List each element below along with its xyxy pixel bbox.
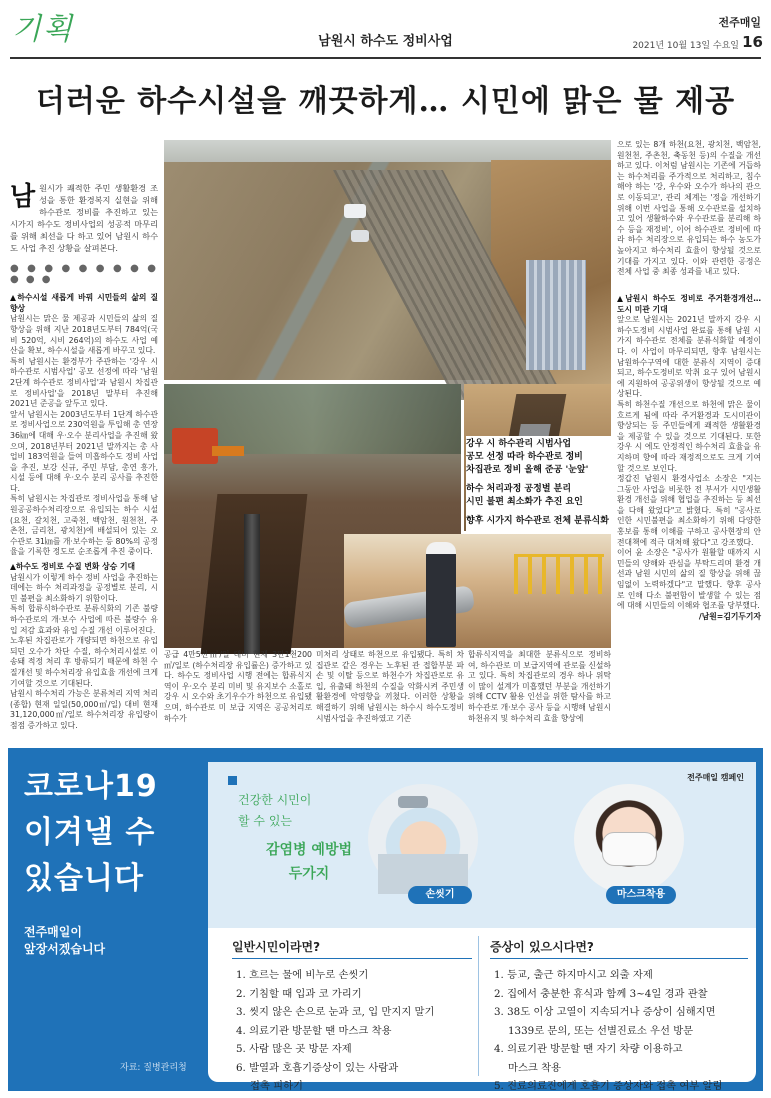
article-column-5-top: 으로 있는 8개 하천(요천, 광치천, 백암천, 원천천, 주촌천, 축동천 등)의 수질을 개선하고 있다. 이처럼 남원시는 기존에 거듭하는 하수처리를 주가적으로 처리하고, 침수해야 하는 '강, 우수와 오수가 하나의 관으로 이동되고', 관리 체계는 '정을 개선하기 위해 이번 사업을 통해 오수관로를 설치하고 있어 생활하수와 우수관로를 분리해 하수 등을 재정비', 이어 하수관로 정비에 따라 하수 처리장으로 유입되는 하수 농도가 높아지고 하수처리 효율이 향상될 것으로 기대를 가지고 있다. 이와 관련한 공정은 전체 사업 중 최종 성과를 내고 있다. <box>617 140 761 277</box>
article-column-5: ▲남원시 하수도 정비로 주거환경개선… 도시 미관 기대 앞으로 남원시는 2021년 말까지 강우 시 하수도정비 시범사업 완료를 통해 남원 시가지 하수관로 전체를 분류식화할 예정이다. 이 사업이 마무리되면, 향후 남원시는 남원하수구역에 대한 분류식 지역이 증대되고, 하수도정비로 악취 요구 있어 남원시에 지원하여 공공위생이 향상될 것으로 예상된다. 특히 하천수질 개선으로 하천에 맑은 물이 흐르게 됨에 따라 주거환경과 도시미관이 향상되는 등 주민들에게 쾌적한 생활환경을 제공할 수 있을 것으로 기대된다. 또한 강우 시 에도 안정적인 하수처리 효율을 유지하며 향에 따라 재정적으로도 크게 기여할 것으로 보인다. 정갑진 남원시 환경사업소 소장은 "지는 그동안 사업을 비롯한 전 부서가 시민생활환경 개선을 위해 협업을 추진하는 등 최선을 다해 왔었다"고 밝혔다. 특히 "공사로 인한 시민불편을 최소화하기 위해 다양한 홍보를 통해 이해를 구하고 공사현장의 안전대책에 적극 대처해 왔다"고 강조했다. 이어 윤 소장은 "공사가 원활할 때까지 시민들의 양해와 관심을 부탁드리며 환경 개선과 남원 시민의 삶의 질 향상을 위해 끊임없이 노력하겠다"고 말했다. 향후 공사로 인해 다소 불편함이 발생할 수 있는 점에 대해 시민들의 이해와 협조를 당부했다. /남원=김기두기자 <box>617 294 761 621</box>
list-item: 5. 사람 많은 곳 방문 자제 <box>236 1043 352 1055</box>
campaign-label: 전주매일 캠페인 <box>687 773 744 782</box>
list-item: 1. 등교, 출근 하지마시고 외출 자제 <box>494 969 653 981</box>
construction-site-photo <box>164 140 611 380</box>
tagline: 할 수 있는 <box>238 814 292 828</box>
list-item: 3. 38도 이상 고열이 지속되거나 증상이 심해지면 <box>494 1006 716 1018</box>
ad-source: 자료: 질병관리청 <box>120 1063 187 1073</box>
heading-rule <box>490 958 748 959</box>
photo-caption: 강우 시 하수관리 시범사업 공모 선정 따라 하수관로 정비 차집관로 정비 올해 준공 '눈앞' 하수 처리과정 공정별 분리 시민 불편 최소화가 추진 요인 향후 시가지 하수관로 전체 분류식화 <box>466 436 611 536</box>
symptomatic-list <box>494 966 752 1096</box>
divider-dots: ● ● ● ● ● ● ● ● ● ● ● ● <box>10 263 158 285</box>
list-item: 2. 집에서 충분한 휴식과 함께 3~4일 경과 관찰 <box>494 987 708 1000</box>
ad-illustration-area <box>208 762 756 928</box>
list-item: 접촉 피하기 <box>250 1080 304 1092</box>
ad-title: 코로나19 이겨낼 수 있습니다 <box>24 769 158 896</box>
list-item: 4. 의료기관 방문할 땐 자기 차량 이용하고 <box>494 1043 683 1055</box>
hand-washing-image <box>368 784 478 894</box>
list-item: 4. 의료기관 방문할 땐 마스크 착용 <box>236 1024 392 1037</box>
mask-wearing-label: 마스크착용 <box>606 886 676 904</box>
dropcap: 남 <box>10 182 36 212</box>
list-item: 1339로 문의, 또는 선별진료소 우선 방문 <box>508 1024 694 1037</box>
ad-subtitle: 전주매일이 앞장서겠습니다 <box>24 925 106 956</box>
article-column-3: 미처리 상태로 하천으로 유입됐다. 특히 차집관로 같은 경우는 노후된 관 접합부분 파손 및 이탈 등으로 하천수가 차집관로로 유입, 유출돼 하천의 수질을 악화시켜 주민생활환경에 악영향을 끼쳤다. 이러한 상황을 해결하기 위해 남원시는 하수시 하수도정비 시범사업을 추진하였고 기존 <box>316 650 464 723</box>
newspaper-name: 전주매일 <box>718 16 761 29</box>
subheading: ▲하수시설 새롭게 바꿔 시민들의 삶의 질 향상 <box>10 293 158 313</box>
heading-rule <box>232 958 472 959</box>
section-label: 기획 <box>12 12 74 47</box>
hand-washing-label: 손씻기 <box>408 886 472 904</box>
subheading: ▲하수도 정비로 수질 변화 상승 기대 <box>10 562 136 572</box>
symptomatic-heading: 증상이 있으시다면? <box>490 940 594 954</box>
list-item: 3. 씻지 않은 손으로 눈과 코, 입 만지지 말기 <box>236 1006 435 1018</box>
article-column-1: 남원시가 쾌적한 주민 생활환경 조성을 통한 환경복지 실현을 위해 하수관로 정비를 추진하고 있는 시가지 하수도 정비사업의 성공적 마무리를 위해 최선을 다 하고 있어 남원시 하수도 사업 추진 상황을 살펴본다. ● ● ● ● ● ● ● ● ● ● ● ● ▲하수시설 새롭게 바꿔 시민들의 삶의 질 향상 남원시는 맑은 물 제공과 시민들의 삶의 질 향상을 위해 지난 2018년도부터 784억(국비 520억, 시비 264억)의 하수도 사업 예산을 확보, 하수시설을 새롭게 바꾸고 있다. 특히 남원시는 환경부가 주관하는 '강우 시 하수관로 시범사업' 공모 선정에 따라 '남원2단계 하수관로 정비사업'과 남원시 차집관로 정비사업'을 2018년 말부터 추진해 2021년 준공을 앞두고 있다. 앞서 남원시는 2003년도부터 1단계 하수관로 정비사업으로 230억원을 투입해 총 연장 36㎞에 대해 우·오수 분리사업을 추진해 왔으며, 2018년부터 2021년 말까지는 총 사업비 183억원을 들여 미흡하수도 정비 사업을 추진, 보강 신규, 주민 부담, 총연 흥가, 시설 등에 대해 우·오수 분리 공사를 추진한다. 특히 남원시는 차집관로 정비사업을 통해 남원공공하수처리장으로 유입되는 하수 시설(요천, 갈치천, 고죽천, 백암천, 원천천, 주촌천, 금리천, 광치천)에 배설되어 있는 오수관로 31㎞를 개·보수하는 등 80%의 공정율을 기록한 정도로 순조롭게 추진 중이다. ▲하수도 정비로 수질 변화 상승 기대 남원시가 이렇게 하수 정비 사업을 추진하는 데에는 하수 처리과정을 공정별로 분리, 시민 불편을 최소화하기 위함이다. 특히 합류식하수관로 분류식화의 기존 불량하수관로의 개·보수 사업에 따른 불량수 유입 저감 효과와 유입 수질 개선 이루어진다. 노후된 차집관로가 개량되면 하천으로 유입되던 오수가 차단 수질, 하수처리시설로 이송돼 적정 처리 후 방류되기 때문에 하천 수질개선 및 하수처리장 유입효율 개선에 크게 기여할 것으로 기대된다. 남원시 하수처리 가능은 분류처리 지역 처리(종합) 현재 일일(50,000㎥/일) 대비 현재 31,120,000㎥/일로 하수처리장 유입량이 점점 증가하고 있다. <box>10 182 158 730</box>
mask-wearing-image <box>574 784 684 894</box>
page-section-title: 남원시 하수도 정비사업 <box>318 34 453 49</box>
headline: 더러운 하수시설을 깨끗하게… 시민에 맑은 물 제공 <box>35 84 736 119</box>
byline: /남원=김기두기자 <box>698 611 761 621</box>
subheading: ▲남원시 하수도 정비로 주거환경개선… 도시 미관 기대 <box>617 294 761 314</box>
article-column-4: 합류식지역을 최대한 분류식으로 정비하여, 하수관로 미 보급지역에 관로를 신설하고 있다. 특히 차집관로의 경우 하나 위탁이 많이 설계가 미흡했던 부분을 개선하기 위해 CCTV 활용 인선을 위한 탐사를 하고 하수관로 개·보수 공사 등을 시행해 남원시 하천유지 및 하수처리 효율 향상에 <box>468 650 611 723</box>
page-number: 16 <box>742 33 763 51</box>
list-item: 5. 진료의료진에게 호흡기 증상자와 접촉 여부 알림 <box>494 1080 723 1092</box>
article-column-2: 공급 4만5천㎥/일 대비 현재 3만1천200㎥/일로 (하수처리장 유입률은) 증가하고 있다. 하수도 정비사업 시행 전에는 합류식지역이 우·오수 분리 미비 및 유지보수 소홀로 강우 시 오수와 초기우수가 하천으로 유입됐으며, 하수관로 미 보급 지역은 공공처리로 하수가 <box>164 650 312 723</box>
general-citizen-heading: 일반시민이라면? <box>232 940 321 954</box>
general-citizen-list <box>236 966 476 1096</box>
covid-campaign-ad <box>8 748 763 1091</box>
list-item: 6. 발열과 호흡기증상이 있는 사람과 <box>236 1061 399 1074</box>
tagline: 건강한 시민이 <box>238 793 312 807</box>
tagline-emphasis: 감염병 예방법 두가지 <box>265 842 353 882</box>
list-item: 1. 흐르는 물에 비누로 손씻기 <box>236 969 369 981</box>
square-marker-icon <box>228 776 237 785</box>
list-item: 마스크 착용 <box>508 1061 562 1074</box>
worker-photo <box>344 534 611 648</box>
ad-panel <box>208 762 756 1092</box>
column-divider <box>478 936 479 1076</box>
header-rule <box>10 57 761 59</box>
list-item: 2. 기침할 때 입과 코 가리기 <box>236 987 362 1000</box>
issue-date: 2021년 10월 13일 수요일 <box>632 41 739 51</box>
